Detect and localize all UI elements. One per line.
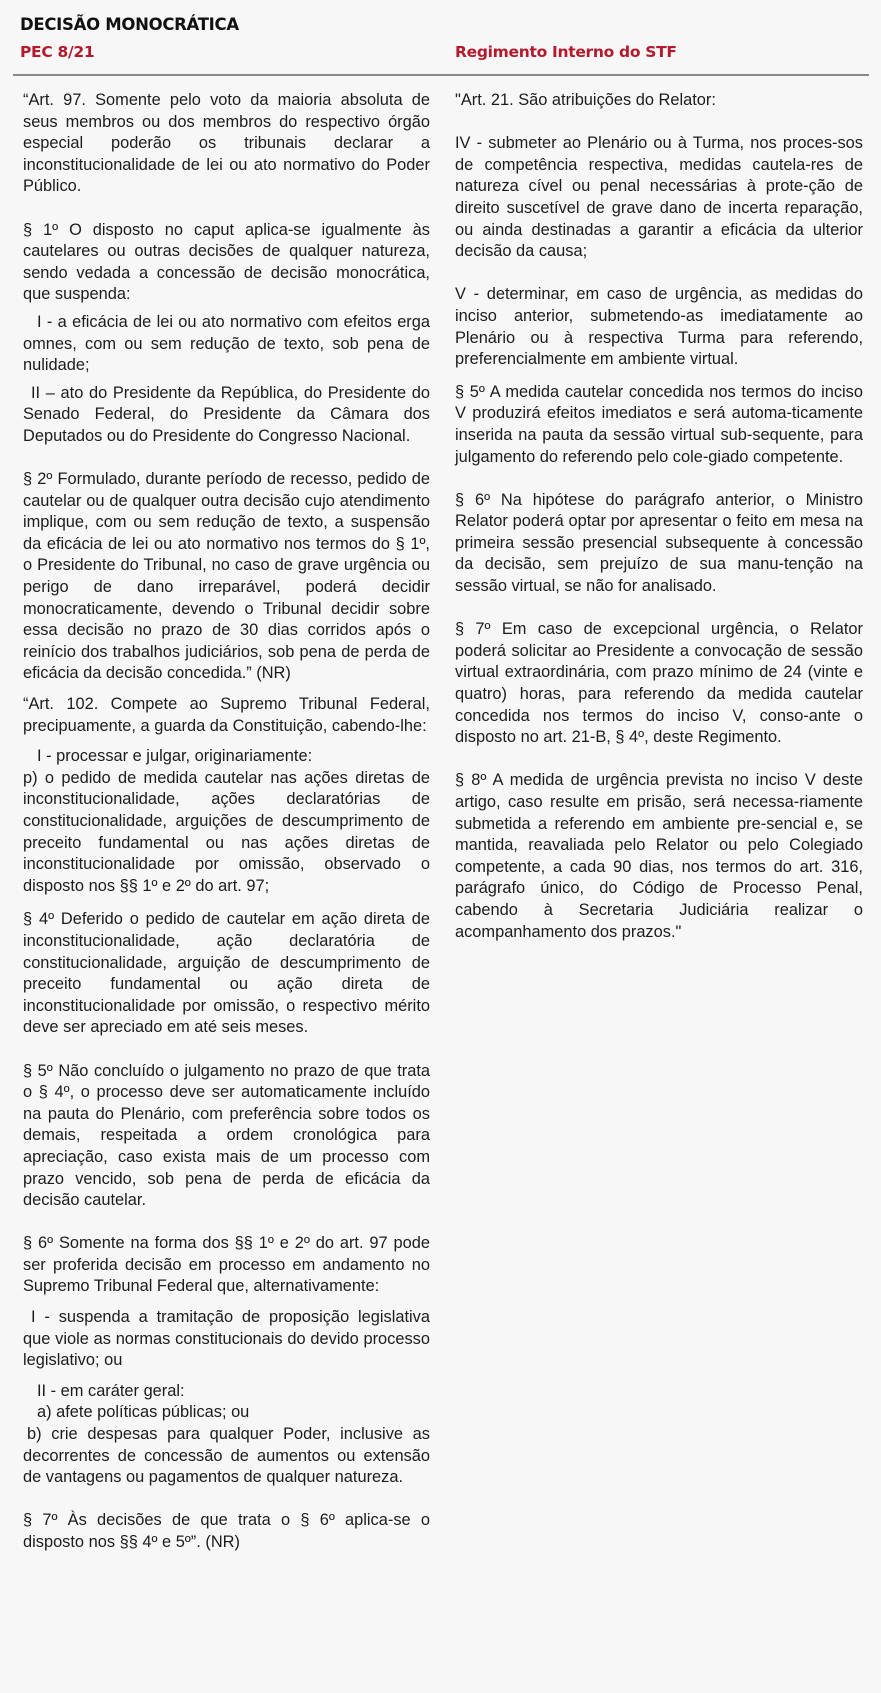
art21-caput: "Art. 21. São atribuições do Relator: [455, 91, 716, 109]
art21-paragraph-7: § 7º Em caso de excepcional urgência, o Relator poderá solicitar ao Presidente a convocação de sessão virtual extraordinária, com prazo mínimo de 24 (vinte e quatro) horas, para referendo da medida cautelar concedida nos termos do inciso V, conso-ante o disposto no art. 21-B, § 4º, deste Regimento. [455, 620, 863, 747]
art97-p1-item-ii: II – ato do Presidente da República, do Presidente do Senado Federal, do Presidente da Câmara dos Deputados ou do Presidente do Congresso Nacional. [23, 383, 430, 445]
art21-item-v: V - determinar, em caso de urgência, as medidas do inciso anterior, submetendo-as imediatamente ao Plenário ou à respectiva Turma para referendo, preferencialmente em ambiente virtual. [455, 285, 863, 369]
art102-paragraph-4: § 4º Deferido o pedido de cautelar em ação direta de inconstitucionalidade, ação declaratória de constitucionalidade, arguição de descumprimento de preceito fundamental ou ação direta de inconstitucionalidade por omissão, o respectivo mérito deve ser apreciado em até seis meses. [23, 910, 430, 1037]
art102-item-p: p) o pedido de medida cautelar nas ações diretas de inconstitucionalidade, ações declaratórias de constitucionalidade, arguições de descumprimento de preceito fundamental ou nas ações diretas de inconstitucionalidade por omissão, observado o disposto nos §§ 1º e 2º do art. 97; [23, 768, 430, 895]
art102-paragraph-5: § 5º Não concluído o julgamento no prazo de que trata o § 4º, o processo deve ser automaticamente incluído na pauta do Plenário, com preferência sobre todos os demais, respeitada a ordem cronológica para apreciação, caso exista mais de um processo com prazo vencido, sob pena de perda de eficácia da decisão cautelar. [23, 1061, 430, 1210]
art97-paragraph-1: § 1º O disposto no caput aplica-se igualmente às cautelares ou outras decisões de qualquer natureza, sendo vedada a concessão de decisão monocrática, que suspenda: [23, 220, 430, 304]
document-header [0, 0, 881, 80]
regimento-column-label: Regimento Interno do STF [455, 43, 677, 61]
pec-column-label: PEC 8/21 [20, 43, 95, 61]
regimento-column [455, 90, 863, 943]
page-title: DECISÃO MONOCRÁTICA [20, 15, 239, 34]
art21-paragraph-8: § 8º A medida de urgência prevista no inciso V deste artigo, caso resulte em prisão, será necessa-riamente submetida a referendo em ambiente pre-sencial e, se mantida, reavaliada pelo Relator ou pelo Colegiado competente, a cada 90 dias, nos termos do art. 316, parágrafo único, do Código de Processo Penal, cabendo à Secretaria Judiciária realizar o acompanhamento dos prazos." [455, 771, 863, 941]
art21-paragraph-6: § 6º Na hipótese do parágrafo anterior, o Ministro Relator poderá optar por apresentar o feito em mesa na primeira sessão presencial subsequente à concessão da decisão, sem prejuízo de sua manu-tenção na sessão virtual, se não for analisado. [455, 490, 863, 596]
header-divider [13, 74, 869, 76]
art102-paragraph-7: § 7º Às decisões de que trata o § 6º aplica-se o disposto nos §§ 4º e 5º”. (NR) [23, 1511, 430, 1551]
art97-caput: “Art. 97. Somente pelo voto da maioria absoluta de seus membros ou dos membros do respectivo órgão especial poderão os tribunais declarar a inconstitucionalidade de lei ou ato normativo do Poder Público. [23, 91, 430, 196]
art102-p6-item-i: I - suspenda a tramitação de proposição legislativa que viole as normas constitucionais do devido processo legislativo; ou [23, 1308, 430, 1370]
pec-column [23, 90, 430, 1554]
art21-paragraph-5: § 5º A medida cautelar concedida nos termos do inciso V produzirá efeitos imediatos e será automa-ticamente inserida na pauta da sessão virtual sub-sequente, para julgamento do referendo pelo cole-giado competente. [455, 382, 863, 466]
art102-p6-item-ii-b: b) crie despesas para qualquer Poder, inclusive as decorrentes de concessão de aumentos ou extensão de vantagens ou pagamentos de qualquer natureza. [23, 1425, 430, 1487]
art102-paragraph-6: § 6º Somente na forma dos §§ 1º e 2º do art. 97 pode ser proferida decisão em processo em andamento no Supremo Tribunal Federal que, alternativamente: [23, 1234, 430, 1296]
art97-paragraph-2: § 2º Formulado, durante período de recesso, pedido de cautelar ou de qualquer outra decisão cujo atendimento implique, com ou sem redução de texto, a suspensão da eficácia de lei ou ato normativo nos termos do § 1º, o Presidente do Tribunal, no caso de grave urgência ou perigo de dano irreparável, poderá decidir monocraticamente, devendo o Tribunal decidir sobre essa decisão no prazo de 30 dias corridos após o reinício dos trabalhos judiciários, sob pena de perda de eficácia da decisão concedida.” (NR) [23, 470, 430, 683]
art21-item-iv: IV - submeter ao Plenário ou à Turma, nos proces-sos de competência respectiva, medidas cautela-res de natureza cível ou penal necessárias à prote-ção de direito suscetível de grave dano de incerta reparação, ou ainda destinadas a garantir a eficácia da ulterior decisão da causa; [455, 134, 863, 261]
art102-p6-item-ii-a: a) afete políticas públicas; ou [37, 1403, 250, 1422]
art102-caput: “Art. 102. Compete ao Supremo Tribunal Federal, precipuamente, a guarda da Constituição, cabendo-lhe: [23, 695, 430, 735]
art97-p1-item-i: I - a eficácia de lei ou ato normativo com efeitos erga omnes, com ou sem redução de texto, sob pena de nulidade; [23, 312, 430, 375]
art102-item-i: I - processar e julgar, originariamente: [37, 747, 313, 766]
art102-p6-item-ii: II - em caráter geral: [37, 1381, 185, 1400]
